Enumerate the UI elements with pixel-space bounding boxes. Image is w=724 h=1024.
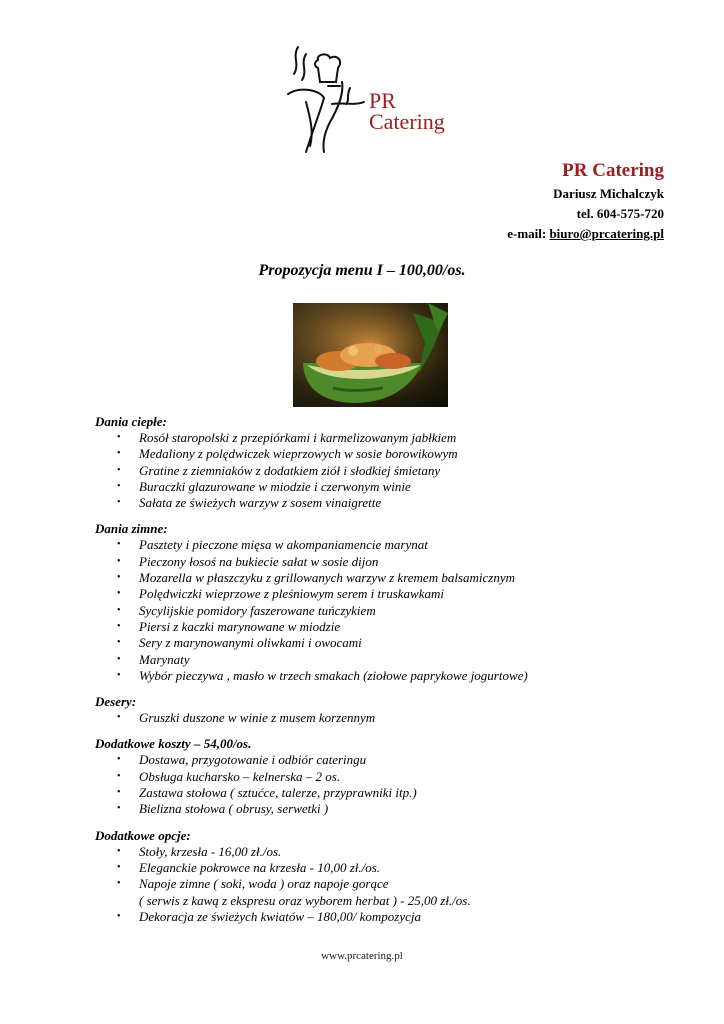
contact-phone: tel. 604-575-720 [576,206,664,221]
list-item-text: Medaliony z polędwiczek wieprzowych w sosie borowikowym [139,446,458,462]
section-dodatkowe-koszty [95,736,695,817]
menu-list [95,752,695,817]
list-item-text: Dostawa, przygotowanie i odbiór cateringu [139,752,367,768]
email-label: e-mail: [507,226,550,241]
bullet-icon: • [117,910,121,922]
list-item [95,495,695,511]
menu-list [95,710,695,726]
bullet-icon: • [117,497,121,509]
menu-list [95,537,695,684]
bullet-icon: • [117,754,121,766]
list-item-text: Pasztety i pieczone mięsa w akompaniamencie marynat [139,537,428,553]
list-item [95,430,695,446]
list-item [95,537,695,553]
bullet-icon: • [117,555,121,567]
list-item [95,463,695,479]
bullet-icon: • [117,787,121,799]
section-dania-zimne [95,521,695,684]
section-title: Dania ciepłe: [95,414,167,429]
logo-text [369,90,445,132]
company-logo [280,42,470,157]
bullet-icon: • [117,480,121,492]
list-item-text: Eleganckie pokrowce na krzesła - 10,00 zł./os. [139,859,381,875]
list-item-text: Sałata ze świeżych warzyw z sosem vinaigrette [139,495,382,511]
menu-list [95,430,695,511]
list-item [95,570,695,586]
bullet-icon: • [117,861,121,873]
food-photo [293,303,448,407]
footer-url: www.prcatering.pl [321,950,403,962]
bullet-icon: • [117,653,121,665]
menu-list [95,844,695,925]
list-item [95,668,695,684]
list-item [95,769,695,785]
bullet-icon: • [117,588,121,600]
bullet-icon: • [117,669,121,681]
list-item-text: Dekoracja ze świeżych kwiatów – 180,00/ kompozycja [139,908,421,924]
list-item [95,909,695,925]
contact-email [507,224,664,244]
list-item [95,710,695,726]
list-item-text: Piersi z kaczki marynowane w miodzie [139,618,341,634]
list-item-text: Polędwiczki wieprzowe z pleśniowym serem i truskawkami [139,586,444,602]
bullet-icon: • [117,539,121,551]
list-item [95,752,695,768]
bullet-icon: • [117,845,121,857]
list-item-text: Gruszki duszone w winie z musem korzennym [139,710,376,726]
bullet-icon: • [117,432,121,443]
list-item [95,785,695,801]
list-item-text: Wybór pieczywa , masło w trzech smakach (ziołowe paprykowe jogurtowe) [139,667,528,683]
section-title: Dania zimne: [95,521,168,537]
bullet-icon: • [117,448,121,460]
list-item-text: Napoje zimne ( soki, woda ) oraz napoje gorące [139,876,389,892]
list-item-text: Mozarella w płaszczyku z grillowanych warzyw z kremem balsamicznym [139,570,516,586]
bullet-icon: • [117,637,121,649]
list-item [95,801,695,817]
email-link[interactable]: biuro@prcatering.pl [549,226,664,241]
company-name: PR Catering [562,160,664,181]
list-item-text: Pieczony łosoś na bukiecie sałat w sosie dijon [139,553,379,569]
list-item-continuation: ( serwis z kawą z ekspresu oraz wyborem herbat ) - 25,00 zł./os. [139,892,471,908]
section-title: Dodatkowe koszty – 54,00/os. [95,736,252,752]
list-item [95,446,695,462]
chef-hat-icon [280,42,370,157]
section-dodatkowe-opcje [95,828,695,925]
list-item-text: Zastawa stołowa ( sztućce, talerze, przyprawniki itp.) [139,785,417,801]
logo-text-line1: PR [369,88,396,113]
list-item-text: Gratine z ziemniaków z dodatkiem ziół i słodkiej śmietany [139,462,441,478]
list-item-text: Bielizna stołowa ( obrusy, serwetki ) [139,801,329,817]
list-item-text: Sycylijskie pomidory faszerowane tuńczykiem [139,602,376,618]
bullet-icon: • [117,712,121,724]
list-item-text: Marynaty [139,651,190,667]
list-item [95,876,695,909]
section-dania-ciepłe [95,414,695,511]
menu-content [95,404,695,925]
list-item [95,860,695,876]
list-item-text: Sery z marynowanymi oliwkami i owocami [139,635,362,651]
list-item-text: Stoły, krzesła - 16,00 zł./os. [139,843,282,859]
list-item [95,586,695,602]
list-item [95,603,695,619]
contact-person: Dariusz Michalczyk [553,186,664,201]
logo-text-line2: Catering [369,109,445,134]
bullet-icon: • [117,604,121,616]
list-item [95,479,695,495]
list-item-text: Rosół staropolski z przepiórkami i karmelizowanym jabłkiem [139,430,457,445]
company-info [507,158,664,244]
section-title: Dodatkowe opcje: [95,827,191,843]
list-item [95,844,695,860]
bullet-icon: • [117,770,121,782]
bullet-icon: • [117,620,121,632]
section-title: Desery: [95,694,137,710]
list-item-text: Obsługa kucharsko – kelnerska – 2 os. [139,768,341,784]
bullet-icon: • [117,572,121,584]
bullet-icon: • [117,464,121,476]
list-item [95,554,695,570]
menu-title: Propozycja menu I – 100,00/os. [258,262,466,279]
section-desery [95,694,695,726]
list-item [95,652,695,668]
list-item [95,619,695,635]
bullet-icon: • [117,803,121,815]
list-item-text: Buraczki glazurowane w miodzie i czerwonym winie [139,478,411,494]
bullet-icon: • [117,878,121,890]
list-item [95,635,695,651]
